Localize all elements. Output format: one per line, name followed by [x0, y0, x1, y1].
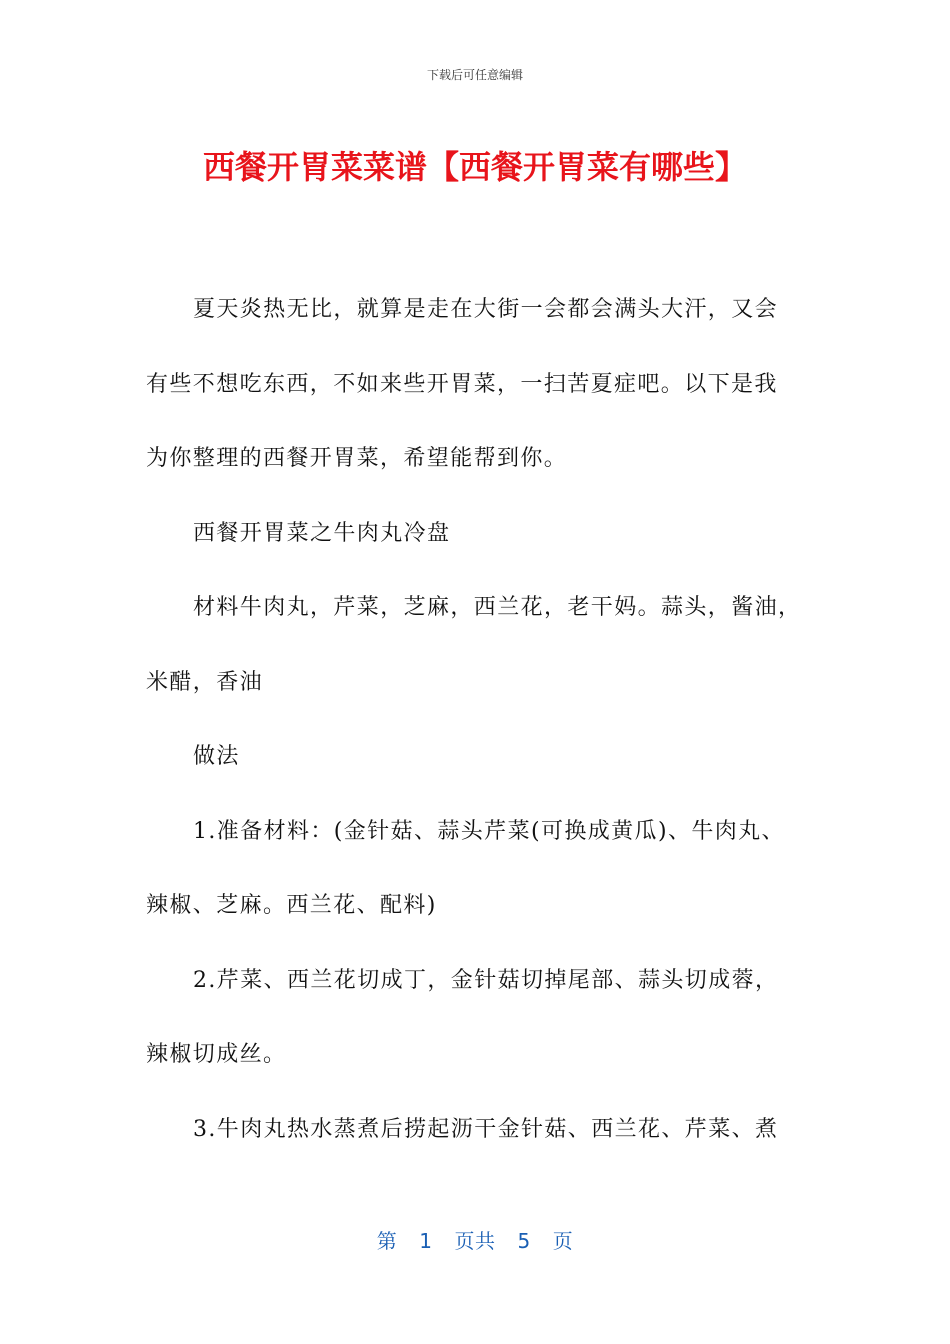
paragraph-line: 材料牛肉丸，芹菜，芝麻，西兰花，老干妈。蒜头，酱油，	[193, 595, 802, 620]
paragraph-line: 为你整理的西餐开胃菜，希望能帮到你。	[146, 446, 568, 471]
footer-total-pages: 5	[517, 1229, 531, 1253]
paragraph-step-2	[146, 944, 806, 1093]
paragraph-line: 3.牛肉丸热水蒸煮后捞起沥干金针菇、西兰花、芹菜、煮	[193, 1116, 779, 1142]
paragraph-method-heading	[146, 720, 806, 795]
paragraph-step-1	[146, 795, 806, 944]
paragraph-intro	[146, 273, 806, 497]
footer-page-middle: 页共	[454, 1229, 496, 1253]
paragraph-line: 2.芹菜、西兰花切成丁，金针菇切掉尾部、蒜头切成蓉，	[193, 967, 779, 993]
paragraph-line: 辣椒切成丝。	[146, 1042, 287, 1067]
paragraph-section-heading	[146, 497, 806, 572]
document-title: 西餐开胃菜菜谱【西餐开胃菜有哪些】	[202, 148, 747, 186]
footer-page-number: 1	[419, 1229, 433, 1253]
header-note: 下载后可任意编辑	[426, 68, 523, 82]
page-footer	[0, 1225, 950, 1254]
paragraph-line: 1.准备材料：(金针菇、蒜头芹菜(可换成黄瓜)、牛肉丸、	[193, 818, 785, 844]
paragraph-line: 辣椒、芝麻。西兰花、配料)	[146, 893, 437, 918]
footer-page-prefix: 第	[376, 1229, 398, 1253]
footer-page-suffix: 页	[552, 1229, 574, 1253]
paragraph-line: 夏天炎热无比，就算是走在大街一会都会满头大汗，又会	[193, 297, 779, 322]
paragraph-line: 做法	[193, 744, 240, 769]
paragraph-line: 米醋，香油	[146, 669, 264, 695]
paragraph-line: 西餐开胃菜之牛肉丸冷盘	[193, 520, 451, 546]
paragraph-line: 有些不想吃东西，不如来些开胃菜，一扫苦夏症吧。以下是我	[146, 371, 778, 397]
paragraph-ingredients	[146, 571, 806, 720]
paragraph-step-3	[146, 1093, 806, 1168]
document-body	[146, 273, 806, 1167]
